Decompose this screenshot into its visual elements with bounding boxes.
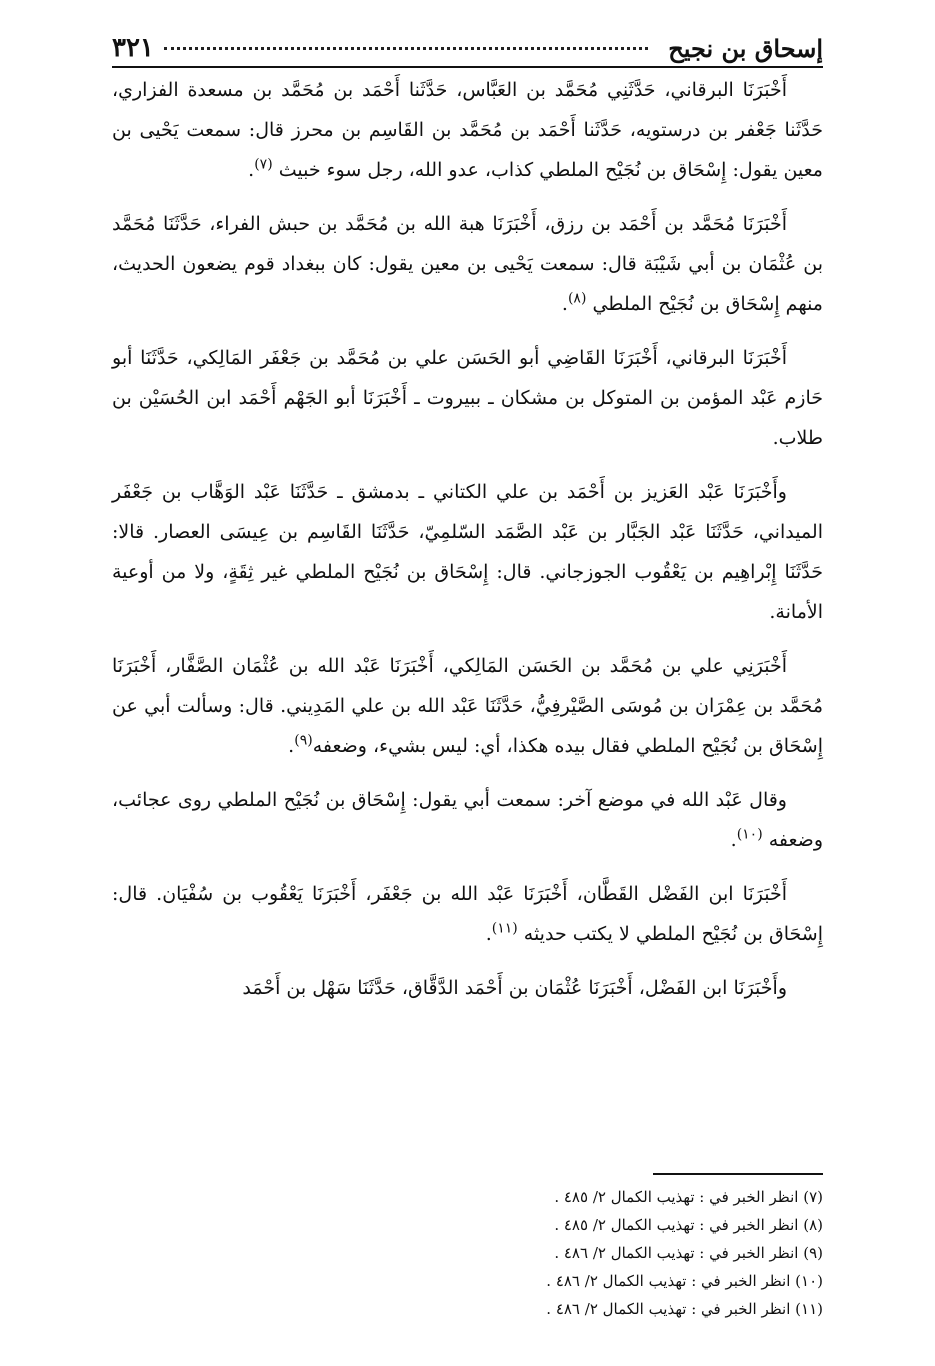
paragraph-3 (112, 338, 823, 458)
footnote-8: (٨) انظر الخبر في : تهذيب الكمال ٢/ ٤٨٥ . (554, 1216, 823, 1234)
paragraph-text: وقال عَبْد الله في موضع آخر: سمعت أبي يقول: إِسْحَاق بن نُجَيْح الملطي روى عجائب، وضعفه (112, 789, 823, 851)
paragraph-2: أَخْبَرَنَا مُحَمَّد بن أَحْمَد بن رزق، أَخْبَرَنَا هبة الله بن مُحَمَّد بن حبش الفراء، حَدَّثَنَا مُحَمَّد بن عُثْمَان بن أبي شَيْبَة قال: سمعت يَحْيى بن معين يقول: كان ببغداد قوم يضعون الحديث، منهم إِسْحَاق بن نُجَيْح الملطي $^{(٨)}$. (112, 213, 823, 315)
main-text (112, 70, 823, 1022)
paragraph-text: أَخْبَرَنِي علي بن مُحَمَّد بن الحَسَن المَالِكي، أَخْبَرَنَا عَبْد الله بن عُثْمَان الصَّفَّار، أَخْبَرَنَا مُحَمَّد بن عِمْرَان بن مُوسَى الصَّيْرفِيُّ، حَدَّثَنَا عَبْد الله بن علي المَدِيني. قال: وسألت أبي عن إِسْحَاق بن نُجَيْح الملطي فقال بيده هكذا، أي: ليس بشيء، وضعفه (112, 655, 823, 757)
paragraph-text: أَخْبَرَنَا البرقاني، أَخْبَرَنَا القَاضِي أبو الحَسَن علي بن مُحَمَّد بن جَعْفَر المَالِكي، حَدَّثَنَا أبو حَازم عَبْد المؤمن بن المتوكل بن مشكان ـ ببيروت ـ أَخْبَرَنَا أبو الجَهْم أَحْمَد ابن الحُسَيْن بن طلاب. (112, 347, 823, 449)
footnote-reference: (١٠) (736, 826, 763, 843)
footnote-10: (١٠) انظر الخبر في : تهذيب الكمال ٢/ ٤٨٦ . (546, 1272, 823, 1290)
footnote-divider (653, 1173, 823, 1175)
footnote-7: (٧) انظر الخبر في : تهذيب الكمال ٢/ ٤٨٥ . (554, 1188, 823, 1206)
footnotes (112, 1183, 823, 1323)
paragraph-text: أَخْبَرَنَا البرقاني، حَدَّثَنِي مُحَمَّد بن العَبَّاس، حَدَّثَنا أَحْمَد بن مُحَمَّد بن مسعدة الفزاري، حَدَّثَنا جَعْفر بن درستويه، حَدَّثَنا أَحْمَد بن مُحَمَّد بن القَاسِم بن محرز قال: سمعت يَحْيى بن معين يقول: إِسْحَاق بن نُجَيْح الملطي كذاب، عدو الله، رجل سوء خبيث (112, 79, 823, 181)
page-number: ٣٢١ (112, 33, 154, 63)
paragraph-text: وأَخْبَرَنَا ابن الفَضْل، أَخْبَرَنَا عُثْمَان بن أَحْمَد الدَّقَّاق، حَدَّثَنَا سَهْل بن أَحْمَد (242, 977, 787, 999)
paragraph-text: أَخْبَرَنَا ابن الفَضْل القَطَّان، أَخْبَرَنَا عَبْد الله بن جَعْفَر، أَخْبَرَنَا يَعْقُوب بن سُفْيَان. قال: إِسْحَاق بن نُجَيْح الملطي لا يكتب حديثه (112, 883, 823, 945)
footnote-9: (٩) انظر الخبر في : تهذيب الكمال ٢/ ٤٨٦ . (554, 1244, 823, 1262)
paragraph-5: أَخْبَرَنِي علي بن مُحَمَّد بن الحَسَن المَالِكي، أَخْبَرَنَا عَبْد الله بن عُثْمَان الصَّفَّار، أَخْبَرَنَا مُحَمَّد بن عِمْرَان بن مُوسَى الصَّيْرفِيُّ، حَدَّثَنَا عَبْد الله بن علي المَدِيني. قال: وسألت أبي عن إِسْحَاق بن نُجَيْح الملطي فقال بيده هكذا، أي: ليس بشيء، وضعفه$^{(٩)}$. (112, 655, 823, 757)
paragraph-text: وأَخْبَرَنَا عَبْد العَزيز بن أَحْمَد بن علي الكتاني ـ بدمشق ـ حَدَّثَنَا عَبْد الوَهَّاب بن جَعْفَر الميداني، حَدَّثَنَا عَبْد الجَبَّار بن عَبْد الصَّمَد السّلمِيّ، حَدَّثَنَا القَاسِم بن عِيسَى العصار. قالا: حَدَّثَنَا إِبْراهِيم بن يَعْقُوب الجوزجاني. قال: إِسْحَاق بن نُجَيْح الملطي غير ثِقَةٍ، ولا من أوعية الأمانة. (112, 481, 823, 623)
dotted-leader (164, 47, 648, 50)
paragraph-7: أَخْبَرَنَا ابن الفَضْل القَطَّان، أَخْبَرَنَا عَبْد الله بن جَعْفَر، أَخْبَرَنَا يَعْقُوب بن سُفْيَان. قال: إِسْحَاق بن نُجَيْح الملطي لا يكتب حديثه $^{(١١)}$. (112, 883, 823, 945)
paragraph-1: أَخْبَرَنَا البرقاني، حَدَّثَنِي مُحَمَّد بن العَبَّاس، حَدَّثَنا أَحْمَد بن مُحَمَّد بن مسعدة الفزاري، حَدَّثَنا جَعْفر بن درستويه، حَدَّثَنا أَحْمَد بن مُحَمَّد بن القَاسِم بن محرز قال: سمعت يَحْيى بن معين يقول: إِسْحَاق بن نُجَيْح الملطي كذاب، عدو الله، رجل سوء خبيث $^{(٧)}$. (112, 79, 823, 181)
running-header (112, 30, 823, 68)
footnote-reference: (١١) (491, 920, 518, 937)
paragraph-4 (112, 472, 823, 632)
footnote-reference: (٩) (294, 732, 313, 749)
running-title: إسحاق بن نجيح (668, 33, 823, 63)
footnote-reference: (٨) (567, 290, 587, 307)
footnote-11: (١١) انظر الخبر في : تهذيب الكمال ٢/ ٤٨٦ . (546, 1300, 823, 1318)
paragraph-6: وقال عَبْد الله في موضع آخر: سمعت أبي يقول: إِسْحَاق بن نُجَيْح الملطي روى عجائب، وضعفه $^{(١٠)}$. (112, 789, 823, 851)
footnote-reference: (٧) (254, 156, 273, 173)
paragraph-text: أَخْبَرَنَا مُحَمَّد بن أَحْمَد بن رزق، أَخْبَرَنَا هبة الله بن مُحَمَّد بن حبش الفراء، حَدَّثَنَا مُحَمَّد بن عُثْمَان بن أبي شَيْبَة قال: سمعت يَحْيى بن معين يقول: كان ببغداد قوم يضعون الحديث، منهم إِسْحَاق بن نُجَيْح الملطي (112, 213, 823, 315)
paragraph-8 (112, 968, 823, 1008)
